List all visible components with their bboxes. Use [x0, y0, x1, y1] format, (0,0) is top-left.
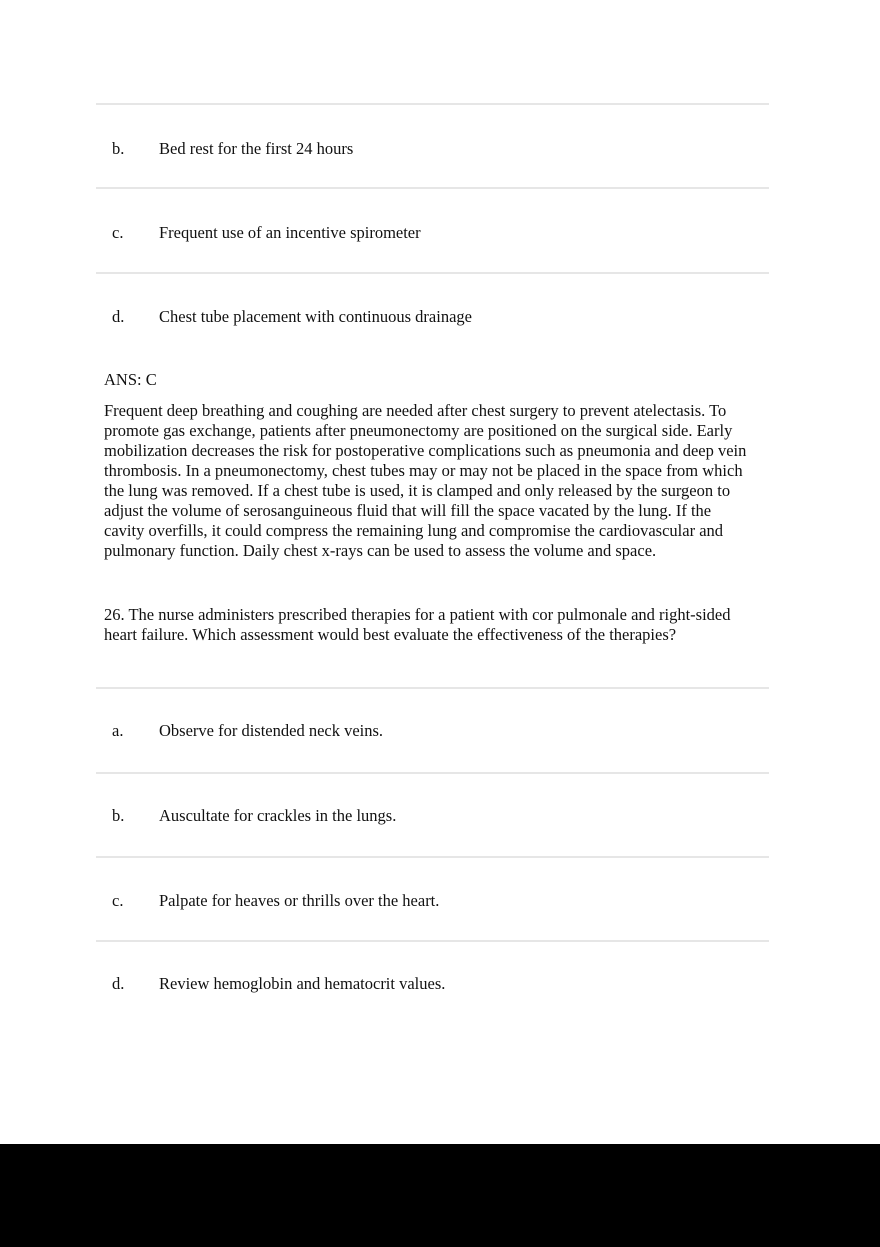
option-text: Chest tube placement with continuous drainage — [159, 307, 472, 326]
divider — [96, 687, 769, 689]
divider — [96, 272, 769, 274]
option-d — [96, 972, 769, 996]
question-line: heart failure. Which assessment would best evaluate the effectiveness of the therapies? — [104, 625, 677, 644]
divider — [96, 772, 769, 774]
option-letter: b. — [112, 806, 125, 825]
divider — [96, 856, 769, 858]
question-stem — [104, 605, 794, 645]
divider — [96, 103, 769, 105]
option-a — [96, 719, 769, 743]
option-c — [96, 889, 769, 913]
option-text: Frequent use of an incentive spirometer — [159, 223, 421, 242]
rationale-line: thrombosis. In a pneumonectomy, chest tubes may or may not be placed in the space from which — [104, 461, 743, 480]
option-b — [96, 137, 769, 161]
option-d — [96, 305, 769, 329]
rationale-line: Frequent deep breathing and coughing are needed after chest surgery to prevent atelectasis. To — [104, 401, 727, 420]
option-text: Auscultate for crackles in the lungs. — [159, 806, 397, 825]
rationale-paragraph — [104, 401, 794, 561]
rationale-line: cavity overfills, it could compress the remaining lung and compromise the cardiovascular and — [104, 521, 724, 540]
rationale-line: adjust the volume of serosanguineous fluid that will fill the space vacated by the lung. If the — [104, 501, 712, 520]
option-letter: d. — [112, 307, 125, 326]
question-line: 26. The nurse administers prescribed therapies for a patient with cor pulmonale and right-sided — [104, 605, 731, 624]
option-b — [96, 804, 769, 828]
option-letter: d. — [112, 974, 125, 993]
option-c — [96, 221, 769, 245]
option-letter: c. — [112, 891, 124, 910]
option-letter: c. — [112, 223, 124, 242]
rationale-line: mobilization decreases the risk for postoperative complications such as pneumonia and deep vein — [104, 441, 747, 460]
rationale-line: the lung was removed. If a chest tube is used, it is clamped and only released by the surgeon to — [104, 481, 731, 500]
answer-key: ANS: C — [104, 370, 157, 389]
option-letter: a. — [112, 721, 124, 740]
rationale-line: pulmonary function. Daily chest x-rays can be used to assess the volume and space. — [104, 541, 657, 560]
divider — [96, 187, 769, 189]
option-text: Palpate for heaves or thrills over the heart. — [159, 891, 440, 910]
option-text: Review hemoglobin and hematocrit values. — [159, 974, 446, 993]
rationale-line: promote gas exchange, patients after pneumonectomy are positioned on the surgical side. Early — [104, 421, 733, 440]
divider — [96, 940, 769, 942]
option-text: Bed rest for the first 24 hours — [159, 139, 354, 158]
option-letter: b. — [112, 139, 125, 158]
bottom-black-bar — [0, 1144, 880, 1247]
option-text: Observe for distended neck veins. — [159, 721, 384, 740]
